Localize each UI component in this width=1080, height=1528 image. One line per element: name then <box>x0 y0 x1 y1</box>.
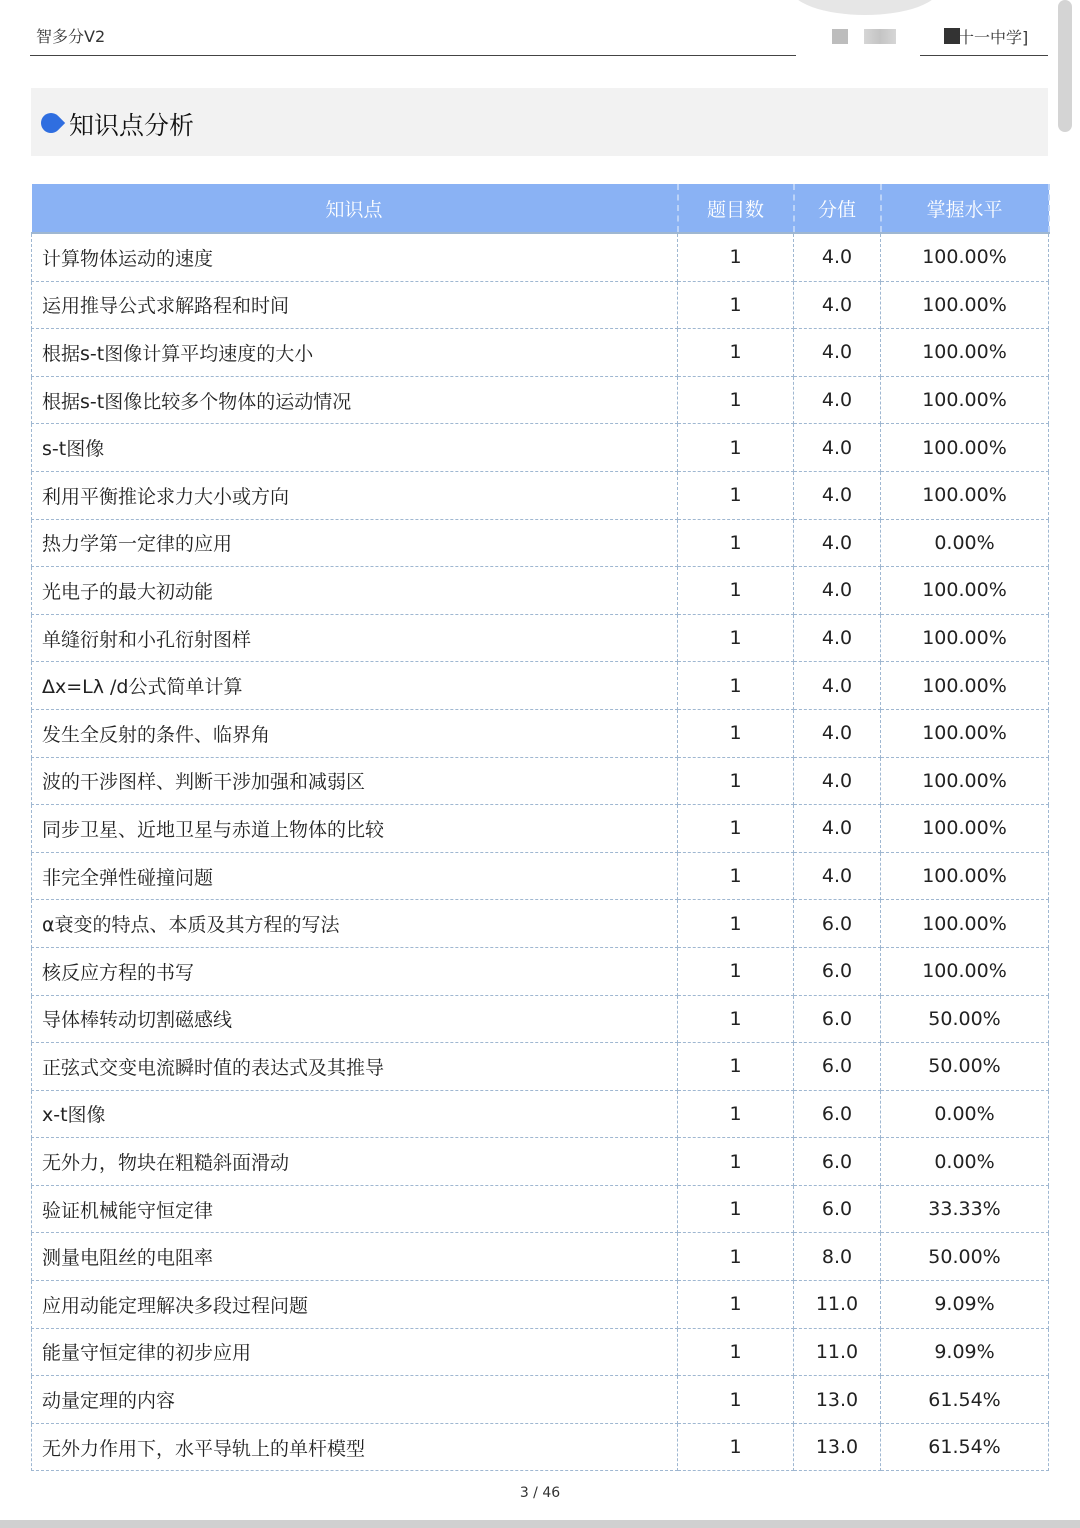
app-name: 智多分V2 <box>36 27 106 46</box>
table-row <box>32 471 1049 519</box>
redacted-block <box>832 29 848 44</box>
header-decoration <box>790 0 940 15</box>
section-header <box>31 88 1048 156</box>
cell-mastery: 100.00% <box>881 805 1049 853</box>
cell-count: 1 <box>678 1043 794 1091</box>
cell-count: 1 <box>678 1281 794 1329</box>
table-row <box>32 947 1049 995</box>
cell-knowledge: s-t图像 <box>32 424 678 472</box>
table-row <box>32 1328 1049 1376</box>
cell-score: 6.0 <box>794 1185 881 1233</box>
cell-score: 11.0 <box>794 1328 881 1376</box>
cell-knowledge: 无外力，物块在粗糙斜面滑动 <box>32 1138 678 1186</box>
cell-score: 13.0 <box>794 1376 881 1424</box>
cell-knowledge: x-t图像 <box>32 1090 678 1138</box>
cell-score: 11.0 <box>794 1281 881 1329</box>
cell-score: 4.0 <box>794 614 881 662</box>
school-name: 十一中学] <box>958 28 1029 47</box>
table-row <box>32 329 1049 377</box>
cell-knowledge: 导体棒转动切割磁感线 <box>32 995 678 1043</box>
cell-count: 1 <box>678 852 794 900</box>
cell-count: 1 <box>678 947 794 995</box>
cell-score: 4.0 <box>794 662 881 710</box>
knowledge-table <box>31 184 1050 1471</box>
cell-knowledge: α衰变的特点、本质及其方程的写法 <box>32 900 678 948</box>
table-row <box>32 1138 1049 1186</box>
cell-count: 1 <box>678 614 794 662</box>
cell-knowledge: 热力学第一定律的应用 <box>32 519 678 567</box>
cell-score: 6.0 <box>794 995 881 1043</box>
cell-knowledge: 根据s-t图像比较多个物体的运动情况 <box>32 376 678 424</box>
cell-mastery: 50.00% <box>881 1233 1049 1281</box>
cell-count: 1 <box>678 900 794 948</box>
cell-mastery: 100.00% <box>881 614 1049 662</box>
cell-mastery: 100.00% <box>881 709 1049 757</box>
cell-count: 1 <box>678 1138 794 1186</box>
table-row <box>32 281 1049 329</box>
cell-mastery: 100.00% <box>881 471 1049 519</box>
cell-knowledge: Δx=Lλ /d公式简单计算 <box>32 662 678 710</box>
table-header-row <box>32 184 1049 233</box>
table-row <box>32 1090 1049 1138</box>
cell-score: 4.0 <box>794 424 881 472</box>
cell-score: 4.0 <box>794 852 881 900</box>
redacted-block <box>864 29 896 44</box>
cell-mastery: 100.00% <box>881 424 1049 472</box>
cell-mastery: 100.00% <box>881 567 1049 615</box>
cell-count: 1 <box>678 567 794 615</box>
cell-count: 1 <box>678 995 794 1043</box>
cell-score: 4.0 <box>794 519 881 567</box>
cell-knowledge: 无外力作用下，水平导轨上的单杆模型 <box>32 1423 678 1471</box>
cell-mastery: 100.00% <box>881 281 1049 329</box>
cell-count: 1 <box>678 1376 794 1424</box>
table-row <box>32 995 1049 1043</box>
cell-count: 1 <box>678 757 794 805</box>
cell-mastery: 9.09% <box>881 1328 1049 1376</box>
cell-mastery: 100.00% <box>881 757 1049 805</box>
table-row <box>32 900 1049 948</box>
cell-mastery: 61.54% <box>881 1376 1049 1424</box>
cell-count: 1 <box>678 424 794 472</box>
cell-mastery: 61.54% <box>881 1423 1049 1471</box>
cell-mastery: 100.00% <box>881 233 1049 281</box>
cell-mastery: 100.00% <box>881 852 1049 900</box>
cell-knowledge: 同步卫星、近地卫星与赤道上物体的比较 <box>32 805 678 853</box>
cell-mastery: 100.00% <box>881 329 1049 377</box>
cell-knowledge: 核反应方程的书写 <box>32 947 678 995</box>
cell-knowledge: 光电子的最大初动能 <box>32 567 678 615</box>
table-row <box>32 519 1049 567</box>
cell-knowledge: 测量电阻丝的电阻率 <box>32 1233 678 1281</box>
column-header-count: 题目数 <box>678 184 794 233</box>
scrollbar[interactable] <box>1058 0 1072 132</box>
cell-mastery: 100.00% <box>881 900 1049 948</box>
cell-score: 13.0 <box>794 1423 881 1471</box>
cell-count: 1 <box>678 709 794 757</box>
table-row <box>32 757 1049 805</box>
cell-mastery: 0.00% <box>881 519 1049 567</box>
page-header <box>0 0 1080 60</box>
cell-mastery: 100.00% <box>881 662 1049 710</box>
table-row <box>32 1233 1049 1281</box>
cell-mastery: 0.00% <box>881 1090 1049 1138</box>
cell-count: 1 <box>678 519 794 567</box>
cell-knowledge: 应用动能定理解决多段过程问题 <box>32 1281 678 1329</box>
cell-score: 4.0 <box>794 709 881 757</box>
section-title: 知识点分析 <box>69 111 195 140</box>
cell-count: 1 <box>678 662 794 710</box>
page-bottom-edge <box>0 1520 1080 1528</box>
cell-mastery: 9.09% <box>881 1281 1049 1329</box>
cell-score: 4.0 <box>794 281 881 329</box>
cell-mastery: 100.00% <box>881 947 1049 995</box>
cell-knowledge: 验证机械能守恒定律 <box>32 1185 678 1233</box>
cell-score: 4.0 <box>794 376 881 424</box>
cell-knowledge: 能量守恒定律的初步应用 <box>32 1328 678 1376</box>
cell-count: 1 <box>678 329 794 377</box>
table-row <box>32 1185 1049 1233</box>
table-row <box>32 852 1049 900</box>
table-row <box>32 614 1049 662</box>
table-row <box>32 805 1049 853</box>
cell-score: 6.0 <box>794 1043 881 1091</box>
table-row <box>32 376 1049 424</box>
cell-knowledge: 计算物体运动的速度 <box>32 233 678 281</box>
cell-score: 4.0 <box>794 805 881 853</box>
cell-score: 4.0 <box>794 757 881 805</box>
cell-count: 1 <box>678 1423 794 1471</box>
cell-score: 4.0 <box>794 471 881 519</box>
cell-count: 1 <box>678 1185 794 1233</box>
cell-count: 1 <box>678 1328 794 1376</box>
cell-knowledge: 单缝衍射和小孔衍射图样 <box>32 614 678 662</box>
drop-icon <box>37 109 65 137</box>
cell-knowledge: 根据s-t图像计算平均速度的大小 <box>32 329 678 377</box>
cell-score: 8.0 <box>794 1233 881 1281</box>
table-row <box>32 233 1049 281</box>
cell-score: 6.0 <box>794 900 881 948</box>
table-row <box>32 1043 1049 1091</box>
cell-knowledge: 正弦式交变电流瞬时值的表达式及其推导 <box>32 1043 678 1091</box>
cell-score: 4.0 <box>794 329 881 377</box>
cell-knowledge: 运用推导公式求解路程和时间 <box>32 281 678 329</box>
table-row <box>32 567 1049 615</box>
cell-knowledge: 波的干涉图样、判断干涉加强和减弱区 <box>32 757 678 805</box>
cell-score: 6.0 <box>794 1138 881 1186</box>
header-rule-right <box>920 55 1048 56</box>
cell-count: 1 <box>678 233 794 281</box>
cell-score: 6.0 <box>794 947 881 995</box>
cell-mastery: 50.00% <box>881 995 1049 1043</box>
cell-count: 1 <box>678 1233 794 1281</box>
column-header-mastery: 掌握水平 <box>881 184 1049 233</box>
cell-knowledge: 利用平衡推论求力大小或方向 <box>32 471 678 519</box>
cell-count: 1 <box>678 1090 794 1138</box>
cell-mastery: 100.00% <box>881 376 1049 424</box>
cell-knowledge: 动量定理的内容 <box>32 1376 678 1424</box>
table-row <box>32 709 1049 757</box>
cell-count: 1 <box>678 376 794 424</box>
cell-knowledge: 发生全反射的条件、临界角 <box>32 709 678 757</box>
cell-score: 6.0 <box>794 1090 881 1138</box>
cell-count: 1 <box>678 281 794 329</box>
cell-mastery: 50.00% <box>881 1043 1049 1091</box>
header-rule <box>30 55 796 56</box>
page-number: 3 / 46 <box>519 1485 561 1501</box>
table-row <box>32 662 1049 710</box>
table-row <box>32 1281 1049 1329</box>
cell-mastery: 33.33% <box>881 1185 1049 1233</box>
table-row <box>32 1423 1049 1471</box>
cell-count: 1 <box>678 805 794 853</box>
column-header-knowledge: 知识点 <box>32 184 678 233</box>
column-header-score: 分值 <box>794 184 881 233</box>
cell-score: 4.0 <box>794 567 881 615</box>
cell-knowledge: 非完全弹性碰撞问题 <box>32 852 678 900</box>
cell-score: 4.0 <box>794 233 881 281</box>
table-body <box>32 233 1049 1471</box>
table-row <box>32 1376 1049 1424</box>
table-row <box>32 424 1049 472</box>
cell-mastery: 0.00% <box>881 1138 1049 1186</box>
cell-count: 1 <box>678 471 794 519</box>
